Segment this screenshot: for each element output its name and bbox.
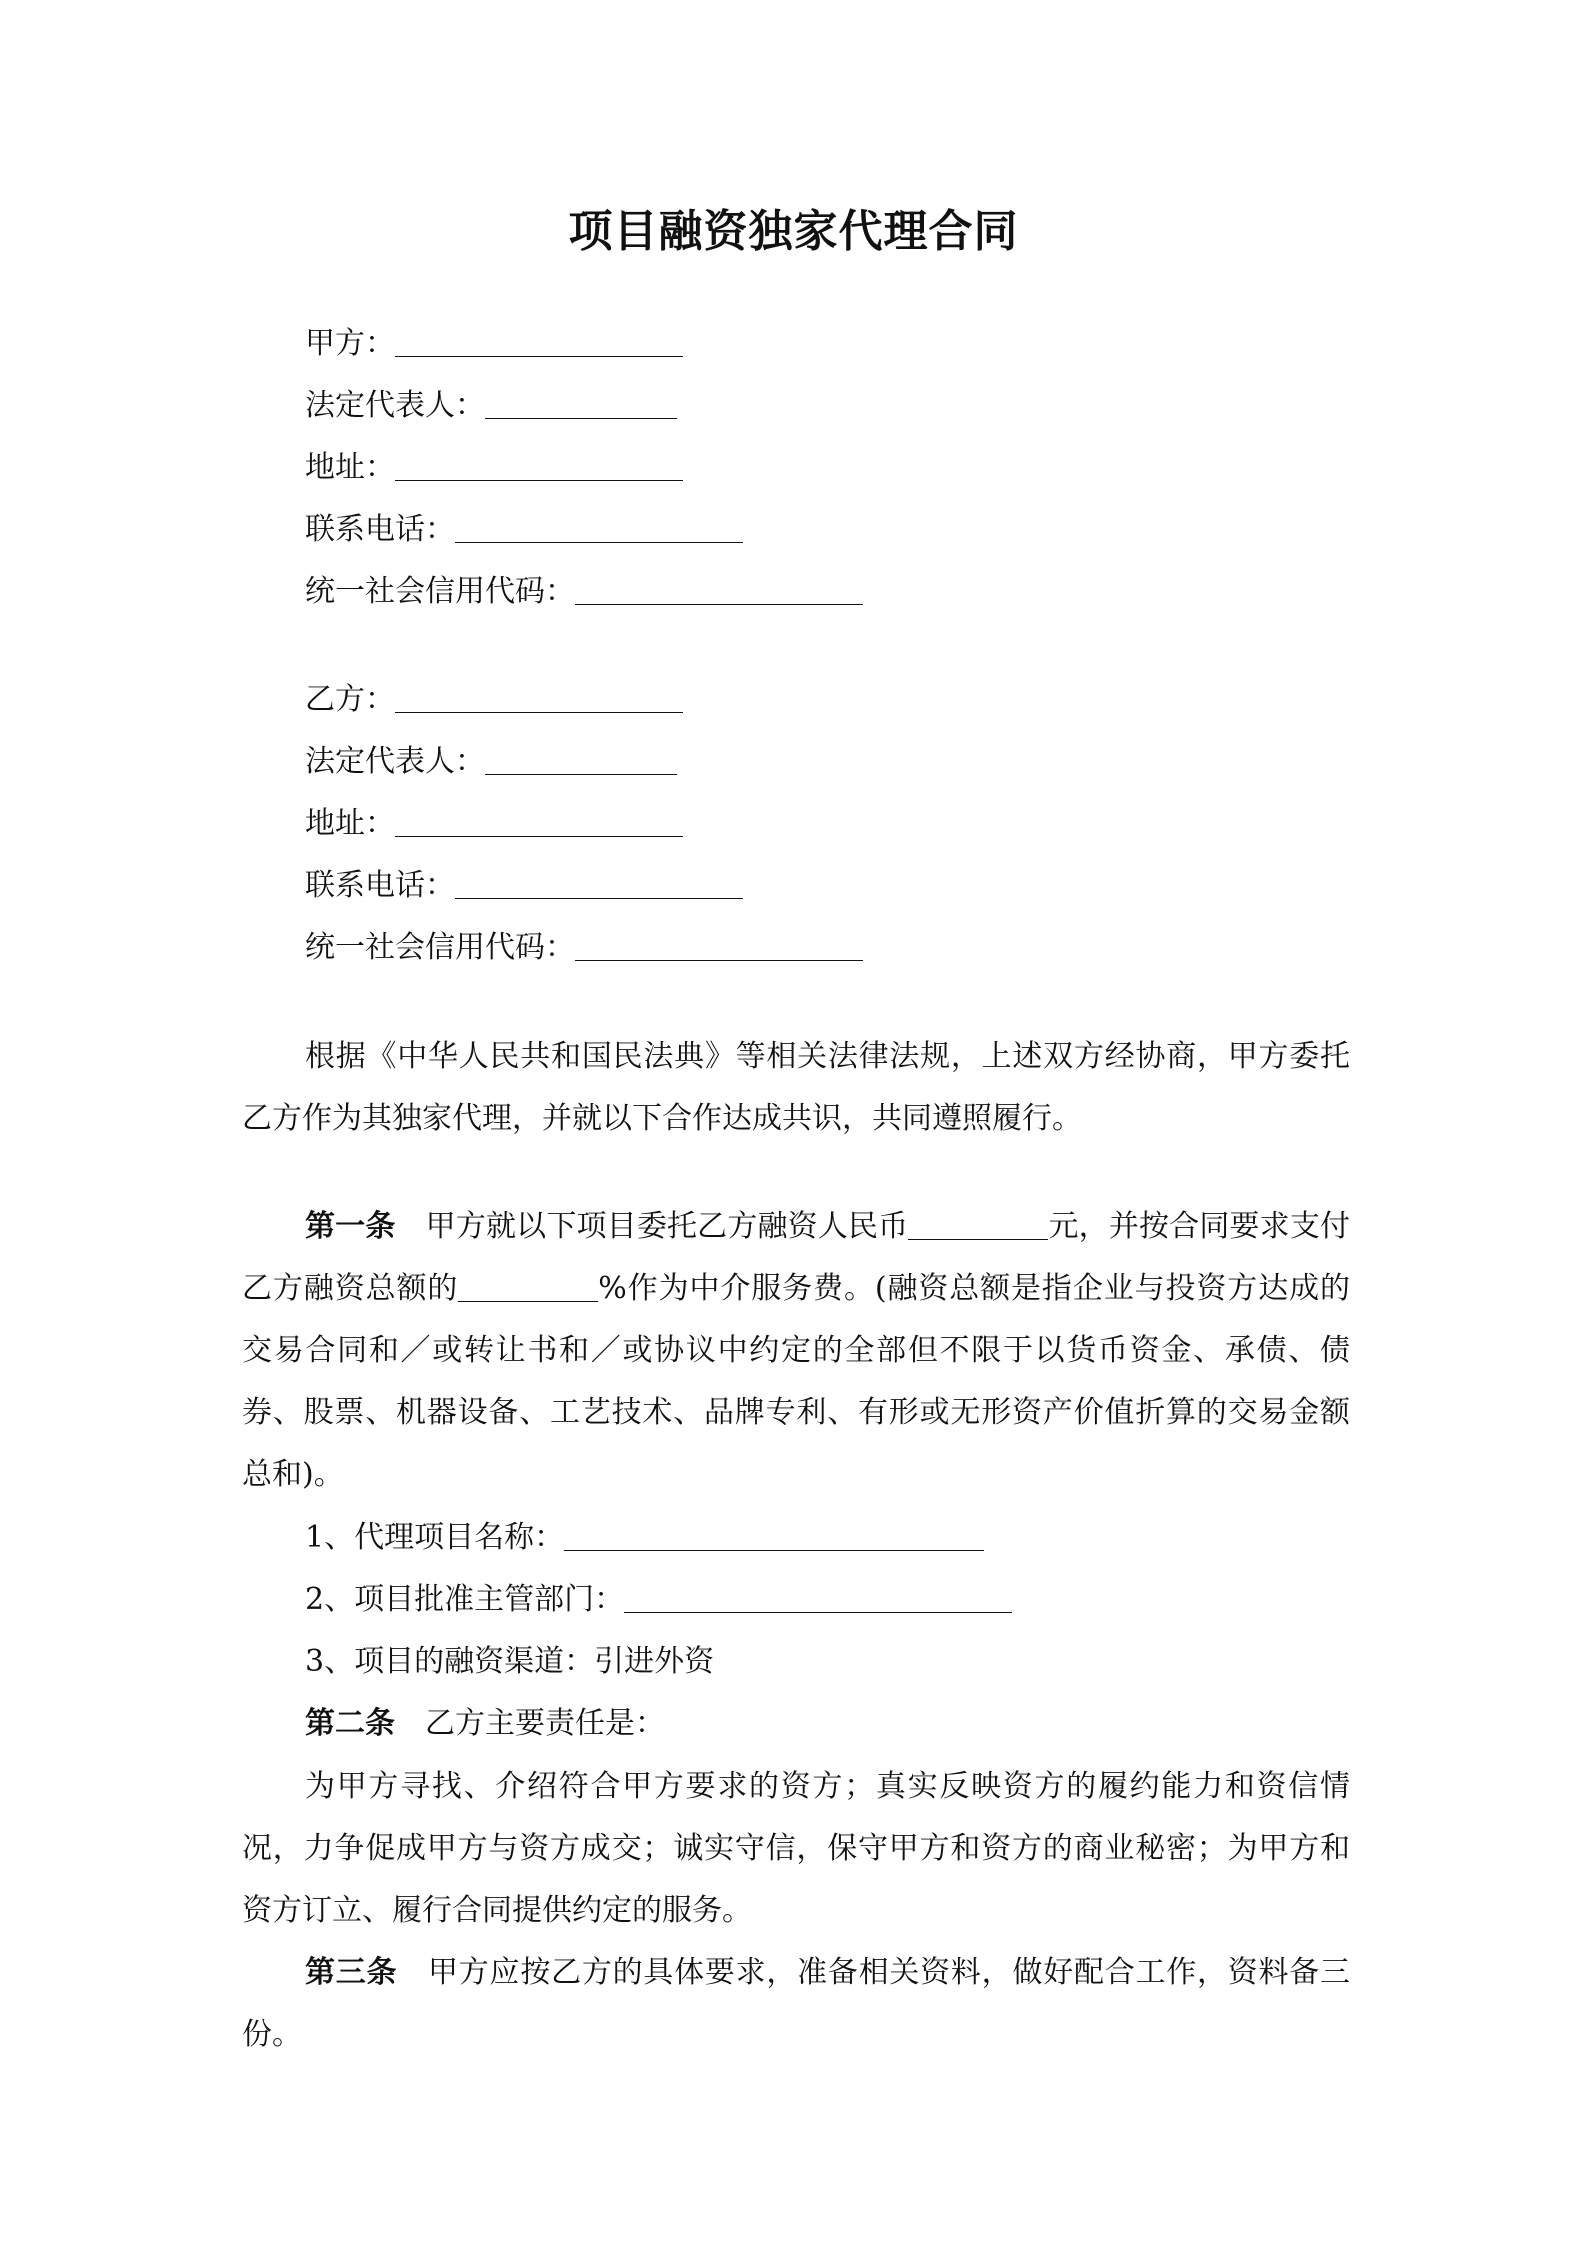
party-b-label: 乙方： bbox=[305, 682, 395, 717]
article-1-label: 第一条 bbox=[305, 1209, 396, 1244]
party-a-credit-blank[interactable] bbox=[575, 570, 863, 605]
party-b-phone-label: 联系电话： bbox=[305, 868, 455, 903]
party-a-addr-label: 地址： bbox=[305, 450, 395, 485]
article-2-label: 第二条 bbox=[305, 1706, 395, 1741]
party-b-addr-label: 地址： bbox=[305, 806, 395, 841]
item-1-line bbox=[305, 1516, 984, 1560]
party-b-credit-field bbox=[305, 926, 863, 970]
article-1-text-b: 元，并按合同要求支付乙方融资总额的 bbox=[242, 1209, 1351, 1306]
party-a-phone-label: 联系电话： bbox=[305, 512, 455, 547]
party-a-label: 甲方： bbox=[305, 326, 395, 361]
item-2-label: 2、项目批准主管部门： bbox=[305, 1582, 625, 1617]
party-b-phone-field bbox=[305, 864, 743, 908]
item-2-line bbox=[305, 1578, 1012, 1622]
article-2-paragraph: 为甲方寻找、介绍符合甲方要求的资方；真实反映资方的履约能力和资信情况，力争促成甲方与资方成交；诚实守信，保守甲方和资方的商业秘密；为甲方和资方订立、履行合同提供约定的服务。 bbox=[242, 1769, 1350, 1928]
party-b-rep-field bbox=[305, 740, 677, 784]
party-b-credit-blank[interactable] bbox=[575, 926, 863, 961]
party-b-rep-blank[interactable] bbox=[485, 740, 677, 775]
article-2-heading: 乙方主要责任是： bbox=[425, 1706, 665, 1741]
party-a-phone-blank[interactable] bbox=[455, 508, 743, 543]
party-a-credit-field bbox=[305, 570, 863, 614]
party-b-addr-field bbox=[305, 802, 683, 846]
party-b-blank[interactable] bbox=[395, 678, 683, 713]
party-b-credit-label: 统一社会信用代码： bbox=[305, 930, 575, 965]
party-a-rep-label: 法定代表人： bbox=[305, 388, 485, 423]
article-3-paragraph bbox=[242, 1942, 1350, 2066]
party-a-field bbox=[305, 322, 683, 366]
party-b-phone-blank[interactable] bbox=[455, 864, 743, 899]
document-title: 项目融资独家代理合同 bbox=[568, 206, 1019, 257]
amount-blank[interactable] bbox=[908, 1209, 1048, 1240]
article-1-paragraph bbox=[242, 1196, 1350, 1506]
project-name-blank[interactable] bbox=[564, 1520, 984, 1551]
party-b-addr-blank[interactable] bbox=[395, 802, 683, 837]
article-1-text-a: 甲方就以下项目委托乙方融资人民币 bbox=[425, 1209, 909, 1244]
party-a-credit-label: 统一社会信用代码： bbox=[305, 574, 575, 609]
party-a-addr-field bbox=[305, 446, 683, 490]
article-3-label: 第三条 bbox=[305, 1955, 398, 1990]
party-a-blank[interactable] bbox=[395, 322, 683, 357]
fee-percent-blank[interactable] bbox=[458, 1271, 598, 1302]
approval-dept-blank[interactable] bbox=[624, 1582, 1012, 1613]
party-a-rep-blank[interactable] bbox=[485, 384, 677, 419]
item-1-label: 1、代理项目名称： bbox=[305, 1520, 565, 1555]
intro-paragraph: 根据《中华人民共和国民法典》等相关法律法规，上述双方经协商，甲方委托乙方作为其独家代理，并就以下合作达成共识，共同遵照履行。 bbox=[242, 1039, 1350, 1136]
party-a-rep-field bbox=[305, 384, 677, 428]
article-1-text-c: %作为中介服务费。(融资总额是指企业与投资方达成的交易合同和／或转让书和／或协议中约定的全部但不限于以货币资金、承债、债券、股票、机器设备、工艺技术、品牌专利、有形或无形资产价值折算的交易金额总和)。 bbox=[242, 1271, 1350, 1492]
party-a-addr-blank[interactable] bbox=[395, 446, 683, 481]
item-3-line: 3、项目的融资渠道：引进外资 bbox=[305, 1644, 715, 1679]
party-a-phone-field bbox=[305, 508, 743, 552]
article-3-text: 甲方应按乙方的具体要求，准备相关资料，做好配合工作，资料备三份。 bbox=[242, 1955, 1351, 2052]
party-b-rep-label: 法定代表人： bbox=[305, 744, 485, 779]
article-2-heading-line bbox=[305, 1702, 665, 1746]
party-b-field bbox=[305, 678, 683, 722]
